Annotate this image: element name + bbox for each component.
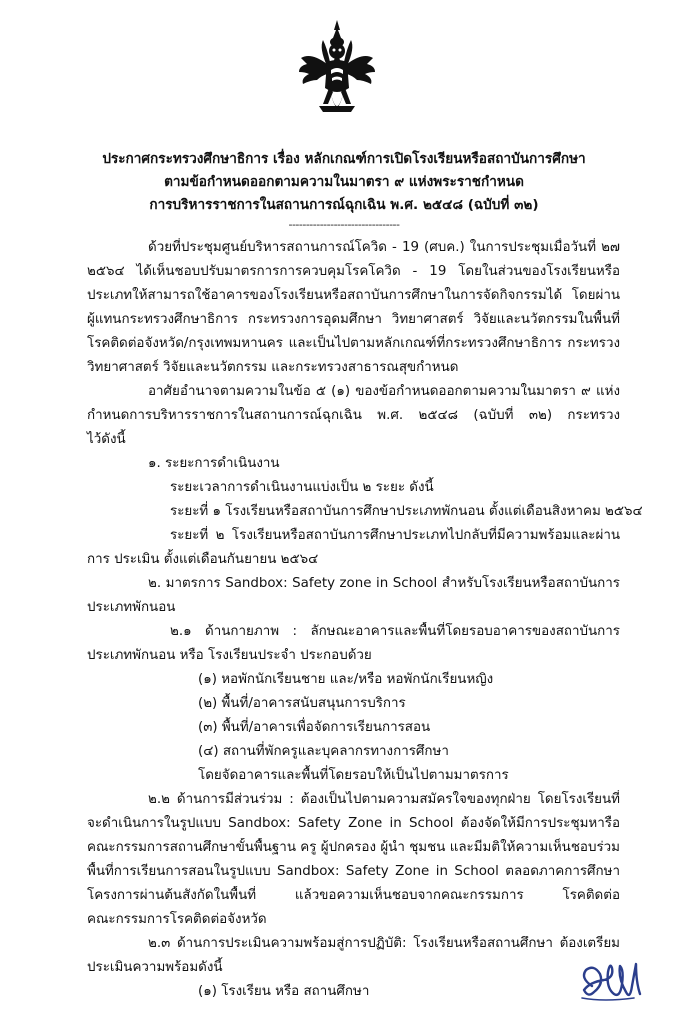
section2-2-line-1: ๒.๒ ด้านการมีส่วนร่วม : ต้องเป็นไปตามความสมัครใจของทุกฝ่าย โดยโรงเรียนที่	[148, 792, 620, 807]
preamble-line-6: วิทยาศาสตร์ วิจัยและนวัตกรรม และกระทรวงสาธารณสุขกำหนด	[87, 360, 459, 375]
authority-line-3: ไว้ดังนี้	[87, 432, 126, 447]
section2-1-item-1: (๑) หอพักนักเรียนชาย และ/หรือ หอพักนักเรียนหญิง	[198, 672, 494, 687]
preamble-line-5: โรคติดต่อจังหวัด/กรุงเทพมหานคร และเป็นไปตามหลักเกณฑ์ที่กระทรวงศึกษาธิการ กระทรวง	[87, 336, 620, 351]
section2-1-item-4: (๔) สถานที่พักครูและบุคลากรทางการศึกษา	[198, 744, 449, 759]
section2-3-item-1: (๑) โรงเรียน หรือ สถานศึกษา	[198, 984, 370, 999]
section2-2-line-4: พื้นที่การเรียนการสอนในรูปแบบ Sandbox: Safety Zone in School ตลอดภาคการศึกษา	[87, 864, 620, 879]
section1-phase2-line-1: ระยะที่ ๒ โรงเรียนหรือสถาบันการศึกษาประเภทไปกลับที่มีความพร้อมและผ่าน	[170, 528, 620, 543]
section2-1-note: โดยจัดอาคารและพื้นที่โดยรอบให้เป็นไปตามมาตรการ	[198, 768, 509, 783]
section1-phase1: ระยะที่ ๑ โรงเรียนหรือสถาบันการศึกษาประเภทพักนอน ตั้งแต่เดือนสิงหาคม ๒๕๖๔	[170, 504, 643, 519]
section2-1-item-2: (๒) พื้นที่/อาคารสนับสนุนการบริการ	[198, 696, 406, 711]
title-line-2: ตามข้อกำหนดออกตามความในมาตรา ๙ แห่งพระราชกำหนด	[164, 174, 524, 190]
section2-2-line-2: จะดำเนินการในรูปแบบ Sandbox: Safety Zone in School ต้องจัดให้มีการประชุมหารือ	[87, 816, 620, 831]
garuda-emblem-icon	[297, 18, 377, 122]
section2-2-line-6: คณะกรรมการโรคติดต่อจังหวัด	[87, 912, 267, 927]
authority-line-2: กำหนดการบริหารราชการในสถานการณ์ฉุกเฉิน พ.ศ. ๒๕๔๘ (ฉบับที่ ๓๒) กระทรวง	[87, 408, 620, 423]
section2-1-line-1: ๒.๑ ด้านกายภาพ : ลักษณะอาคารและพื้นที่โดยรอบอาคารของสถาบันการ	[170, 624, 620, 639]
title-line-1: ประกาศกระทรวงศึกษาธิการ เรื่อง หลักเกณฑ์การเปิดโรงเรียนหรือสถาบันการศึกษา	[102, 151, 586, 167]
section2-3-line-2: ประเมินความพร้อมดังนี้	[87, 960, 223, 975]
preamble-line-2: ๒๕๖๔ ได้เห็นชอบปรับมาตรการการควบคุมโรคโควิด - 19 โดยในส่วนของโรงเรียนหรือ	[87, 264, 620, 279]
section1-phase2-line-2: การ ประเมิน ตั้งแต่เดือนกันยายน ๒๕๖๔	[87, 552, 319, 567]
preamble-line-1: ด้วยที่ประชุมศูนย์บริหารสถานการณ์โควิด - 19 (ศบค.) ในการประชุมเมื่อวันที่ ๒๗	[148, 240, 620, 255]
section1-heading: ๑. ระยะการดำเนินงาน	[148, 456, 280, 471]
preamble-line-3: ประเภทให้สามารถใช้อาคารของโรงเรียนหรือสถาบันการศึกษาในการจัดกิจกรรมได้ โดยผ่าน	[87, 288, 620, 303]
title-separator: --------------------------------	[288, 218, 400, 231]
section2-heading-line-1: ๒. มาตรการ Sandbox: Safety zone in School สำหรับโรงเรียนหรือสถาบันการ	[148, 576, 620, 591]
section2-2-line-5: โครงการผ่านต้นสังกัดในพื้นที่ แล้วขอความเห็นชอบจากคณะกรรมการ โรคติดต่อ	[87, 888, 620, 903]
title-line-3: การบริหารราชการในสถานการณ์ฉุกเฉิน พ.ศ. ๒๕๔๘ (ฉบับที่ ๓๒)	[149, 197, 539, 213]
section2-1-line-2: ประเภทพักนอน หรือ โรงเรียนประจำ ประกอบด้วย	[87, 648, 372, 663]
section2-3-line-1: ๒.๓ ด้านการประเมินความพร้อมสู่การปฏิบัติ: โรงเรียนหรือสถานศึกษา ต้องเตรียม	[148, 936, 620, 951]
section2-heading-line-2: ประเภทพักนอน	[87, 600, 176, 615]
section2-2-line-3: คณะกรรมการสถานศึกษาขั้นพื้นฐาน ครู ผู้ปกครอง ผู้นำ ชุมชน และมีมติให้ความเห็นชอบร่วม	[87, 840, 620, 855]
authority-line-1: อาศัยอำนาจตามความในข้อ ๕ (๑) ของข้อกำหนดออกตามความในมาตรา ๙ แห่ง	[148, 384, 620, 399]
section1-intro: ระยะเวลาการดำเนินงานแบ่งเป็น ๒ ระยะ ดังนี้	[170, 480, 434, 495]
section2-1-item-3: (๓) พื้นที่/อาคารเพื่อจัดการเรียนการสอน	[198, 720, 431, 735]
signature-mark	[574, 958, 650, 1008]
preamble-line-4: ผู้แทนกระทรวงศึกษาธิการ กระทรวงการอุดมศึกษา วิทยาศาสตร์ วิจัยและนวัตกรรมในพื้นที่	[87, 312, 620, 327]
